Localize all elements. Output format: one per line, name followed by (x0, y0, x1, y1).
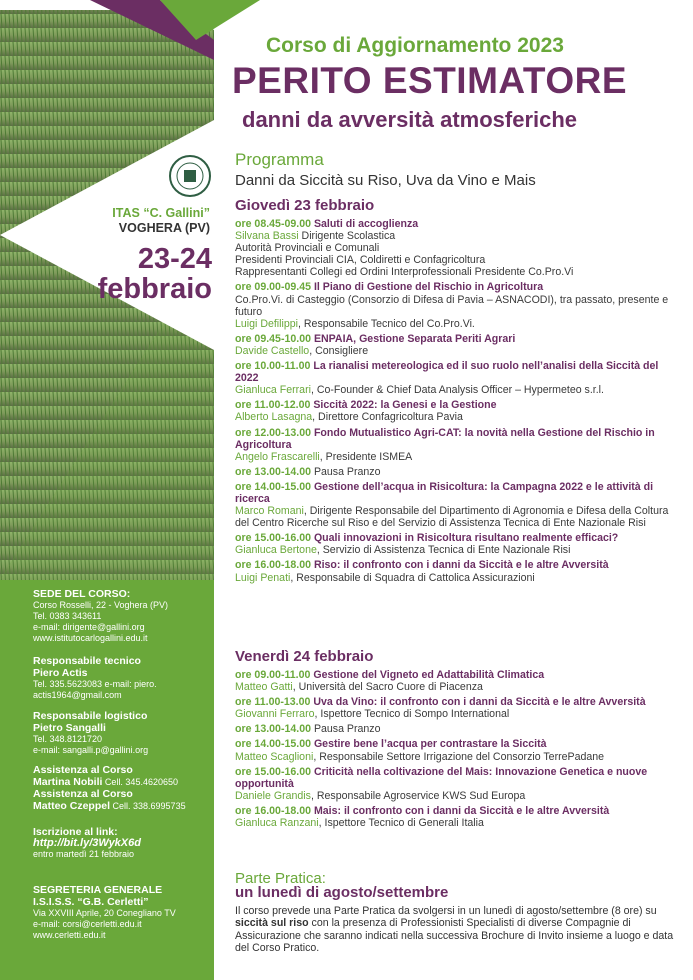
logistico-block (33, 710, 211, 756)
session-item (235, 738, 675, 762)
session-speaker-line (235, 681, 675, 693)
session-heading (235, 723, 675, 735)
main-title: PERITO ESTIMATORE (232, 60, 627, 101)
session-speaker-line (235, 505, 675, 529)
session-item (235, 723, 675, 735)
speaker-role: Co.Pro.Vi. di Casteggio (Consorzio di Difesa di Pavia – ASNACODI), tra passato, presente e futuro (235, 293, 669, 318)
venue-name: ITAS “C. Gallini” (112, 206, 210, 220)
session-speaker-line (235, 790, 675, 802)
session-item (235, 766, 675, 802)
tecnico-title: Responsabile tecnico (33, 655, 141, 667)
session-time: ore 15.00-16.00 (235, 765, 311, 778)
session-heading (235, 427, 675, 451)
assistenza2-cell: Cell. 338.6995735 (110, 801, 186, 811)
speaker-role: , Co-Founder & Chief Data Analysis Officer – Hypermeteo s.r.l. (310, 384, 604, 397)
day2-sessions (235, 669, 675, 832)
speaker-role: Rappresentanti Collegi ed Ordini Interprofessionali Presidente Co.Pro.Vi (235, 266, 574, 279)
session-time: ore 13.00-14.00 (235, 723, 311, 736)
day1-title: Giovedì 23 febbraio (235, 197, 375, 214)
speaker-role: , Ispettore Tecnico di Generali Italia (318, 817, 484, 830)
speaker-role: , Responsabile Settore Irrigazione del Consorzio TerrePadane (313, 750, 605, 763)
speaker-role: , Responsabile Agroservice KWS Sud Europa (310, 789, 526, 802)
session-speaker-line (235, 242, 675, 254)
session-title: Riso: il confronto con i danni da Siccità e le altre Avversità (313, 559, 609, 572)
session-title: ENPAIA, Gestione Separata Periti Agrari (313, 332, 516, 345)
segreteria-email[interactable]: e-mail: corsi@cerletti.edu.it (33, 919, 142, 929)
school-seal-logo (168, 154, 212, 198)
session-speaker-line (235, 572, 675, 584)
session-title: Mais: il confronto con i danni da Siccità e le altre Avversità (313, 804, 610, 817)
speaker-name: Luigi Defilippi (235, 317, 299, 330)
segreteria-block (33, 884, 211, 941)
session-heading (235, 805, 675, 817)
speaker-role: , Università del Sacro Cuore di Piacenza (292, 681, 483, 694)
session-time: ore 09.00-09.45 (235, 281, 311, 294)
assistenza2-title: Assistenza al Corso (33, 788, 133, 800)
sede-title: SEDE DEL CORSO: (33, 588, 131, 600)
speaker-name: Gianluca Ranzani (235, 817, 319, 830)
day2-title: Venerdì 24 febbraio (235, 648, 374, 665)
session-time: ore 11.00-13.00 (235, 696, 311, 709)
session-item (235, 532, 675, 556)
sede-website[interactable]: www.istitutocarlogallini.edu.it (33, 633, 148, 643)
speaker-name: Angelo Frascarelli (235, 450, 320, 463)
session-heading (235, 466, 675, 478)
session-heading (235, 333, 675, 345)
programma-label: Programma (235, 150, 324, 169)
session-time: ore 15.00-16.00 (235, 532, 311, 545)
session-item (235, 399, 675, 423)
session-title: Gestire bene l’acqua per contrastare la Siccità (313, 738, 547, 751)
session-item (235, 281, 675, 329)
logistico-tel: Tel. 348.8121720 (33, 734, 103, 744)
session-title: Gestione del Vigneto ed Adattabilità Climatica (313, 669, 545, 681)
assistenza-block (33, 764, 211, 812)
speaker-role: Presidenti Provinciali CIA, Coldiretti e Confagricoltura (235, 254, 486, 267)
speaker-role: , Dirigente Responsabile del Dipartimento di Agronomia e Difesa della Coltura del Centro Ricerche sul Riso e del Servizio di Assistenza Tecnica di Ente Nazionale Risi (235, 505, 669, 530)
session-speaker-line (235, 230, 675, 242)
session-break: Pausa Pranzo (313, 723, 381, 736)
speaker-name: Daniele Grandis (235, 789, 311, 802)
session-speaker-line (235, 318, 675, 330)
logistico-name: Pietro Sangalli (33, 722, 106, 734)
session-time: ore 11.00-12.00 (235, 399, 311, 412)
assistenza1-cell: Cell. 345.4620650 (102, 777, 178, 787)
iscrizione-title: Iscrizione al link: (33, 826, 118, 838)
session-heading (235, 532, 675, 544)
parte-pratica-label: Parte Pratica: (235, 870, 326, 887)
tecnico-email[interactable]: actis1964@gmail.com (33, 690, 122, 700)
sede-address: Corso Rosselli, 22 - Voghera (PV) (33, 600, 169, 610)
session-time: ore 09.00-11.00 (235, 669, 311, 681)
session-item (235, 466, 675, 478)
main-subtitle: danni da avversità atmosferiche (242, 107, 578, 132)
venue-block (90, 206, 210, 236)
speaker-role: , Ispettore Tecnico di Sompo International (314, 708, 510, 721)
tecnico-name: Piero Actis (33, 667, 88, 679)
pp-text-b: siccità sul riso (235, 917, 309, 930)
session-speaker-line (235, 411, 675, 423)
iscrizione-deadline: entro martedì 21 febbraio (33, 849, 135, 859)
session-time: ore 14.00-15.00 (235, 480, 311, 493)
speaker-role: , Responsabile di Squadra di Cattolica Assicurazioni (290, 571, 535, 584)
session-speaker-line (235, 345, 675, 357)
session-item (235, 218, 675, 278)
session-title: Gestione dell’acqua in Risicoltura: la Campagna 2022 e le attività di ricerca (235, 480, 654, 505)
session-title: Uva da Vino: il confronto con i danni da Siccità e le altre Avversità (313, 696, 646, 709)
session-time: ore 08.45-09.00 (235, 218, 311, 230)
session-time: ore 16.00-18.00 (235, 559, 311, 572)
speaker-name: Giovanni Ferraro (235, 708, 315, 721)
logistico-email[interactable]: e-mail: sangalli.p@gallini.org (33, 745, 149, 755)
speaker-role: , Presidente ISMEA (319, 450, 413, 463)
assistenza1-name: Martina Nobili (33, 776, 103, 788)
speaker-name: Gianluca Ferrari (235, 384, 311, 397)
tecnico-block (33, 655, 211, 701)
session-title: Quali innovazioni in Risicoltura risultano realmente efficaci? (313, 532, 619, 545)
sede-email[interactable]: e-mail: dirigente@gallini.org (33, 622, 145, 632)
session-item (235, 427, 675, 463)
event-dates (60, 244, 212, 304)
session-item (235, 481, 675, 529)
speaker-role: , Consigliere (309, 344, 369, 357)
session-heading (235, 738, 675, 750)
session-heading (235, 218, 675, 230)
session-heading (235, 766, 675, 790)
session-item (235, 559, 675, 583)
course-title: Corso di Aggiornamento 2023 (266, 34, 564, 57)
pp-text-a: Il corso prevede una Parte Pratica da svolgersi in un lunedì di agosto/settembre (8 ore) su (235, 905, 657, 917)
session-speaker-line (235, 384, 675, 396)
session-time: ore 12.00-13.00 (235, 426, 311, 439)
programma-subtitle: Danni da Siccità su Riso, Uva da Vino e Mais (235, 172, 536, 189)
logistico-title: Responsabile logistico (33, 710, 148, 722)
speaker-name: Luigi Penati (235, 571, 291, 584)
speaker-name: Matteo Gatti (235, 681, 293, 694)
session-item (235, 360, 675, 396)
segreteria-address: Via XXVIII Aprile, 20 Conegliano TV (33, 908, 176, 918)
segreteria-school: I.S.I.S.S. “G.B. Cerletti” (33, 896, 149, 908)
dates-days: 23-24 (137, 243, 212, 275)
dates-month: febbraio (97, 273, 212, 305)
iscrizione-block (33, 826, 211, 860)
session-title: Siccità 2022: la Genesi e la Gestione (313, 399, 497, 412)
session-heading (235, 360, 675, 384)
session-item (235, 805, 675, 829)
speaker-name: Silvana Bassi (235, 230, 299, 243)
session-item (235, 696, 675, 720)
tecnico-tel: Tel. 335.5623083 e-mail: piero. (33, 679, 157, 689)
day1-sessions (235, 218, 675, 587)
session-speaker-line (235, 544, 675, 556)
session-heading (235, 281, 675, 293)
speaker-name: Alberto Lasagna (235, 411, 313, 424)
speaker-name: Matteo Scaglioni (235, 750, 314, 763)
parte-pratica-when: un lunedì di agosto/settembre (235, 884, 449, 901)
speaker-role: Autorità Provinciali e Comunali (235, 242, 380, 255)
session-time: ore 13.00-14.00 (235, 465, 311, 478)
session-heading (235, 669, 675, 681)
session-heading (235, 696, 675, 708)
pp-text-c: con la presenza di Professionisti Specialisti di diverse Compagnie di Assicurazione che saranno indicati nella successiva Brochure di Invito insieme a luogo e data del Corso Pratico. (235, 917, 674, 954)
session-heading (235, 399, 675, 411)
top-corner-graphic (100, 0, 260, 60)
speaker-role: Dirigente Scolastica (298, 230, 396, 243)
session-speaker-line (235, 817, 675, 829)
session-title: Saluti di accoglienza (313, 218, 419, 230)
sede-block (33, 588, 211, 644)
session-heading (235, 559, 675, 571)
segreteria-title: SEGRETERIA GENERALE (33, 884, 163, 896)
session-time: ore 10.00-11.00 (235, 360, 311, 373)
session-speaker-line (235, 708, 675, 720)
speaker-name: Davide Castello (235, 344, 310, 357)
assistenza2-name: Matteo Czeppel (33, 800, 111, 812)
speaker-role: , Responsabile Tecnico del Co.Pro.Vi. (298, 317, 475, 330)
session-speaker-line (235, 266, 675, 278)
session-time: ore 16.00-18.00 (235, 804, 311, 817)
session-speaker-line (235, 294, 675, 318)
assistenza1-title: Assistenza al Corso (33, 764, 133, 776)
speaker-name: Gianluca Bertone (235, 544, 317, 557)
session-title: Il Piano di Gestione del Rischio in Agricoltura (313, 281, 544, 294)
session-title: La rianalisi metereologica ed il suo ruolo nell’analisi della Siccità del 2022 (235, 360, 659, 385)
session-speaker-line (235, 451, 675, 463)
venue-city: VOGHERA (PV) (118, 221, 210, 235)
parte-pratica-text (235, 905, 675, 954)
session-title: Criticità nella coltivazione del Mais: Innovazione Genetica e nuove opportunità (235, 765, 648, 790)
speaker-name: Marco Romani (235, 505, 304, 518)
iscrizione-link[interactable]: http://bit.ly/3WykX6d (33, 837, 141, 849)
session-heading (235, 481, 675, 505)
session-speaker-line (235, 751, 675, 763)
session-time: ore 09.45-10.00 (235, 332, 311, 345)
session-item (235, 333, 675, 357)
session-time: ore 14.00-15.00 (235, 738, 311, 751)
sede-tel: Tel. 0383 343611 (33, 611, 102, 621)
segreteria-website[interactable]: www.cerletti.edu.it (33, 930, 106, 940)
speaker-role: , Servizio di Assistenza Tecnica di Ente Nazionale Risi (316, 544, 571, 557)
session-break: Pausa Pranzo (313, 465, 381, 478)
session-speaker-line (235, 254, 675, 266)
speaker-role: , Direttore Confagricoltura Pavia (312, 411, 463, 424)
session-item (235, 669, 675, 693)
session-title: Fondo Mutualistico Agri-CAT: la novità nella Gestione del Rischio in Agricoltura (235, 426, 655, 451)
